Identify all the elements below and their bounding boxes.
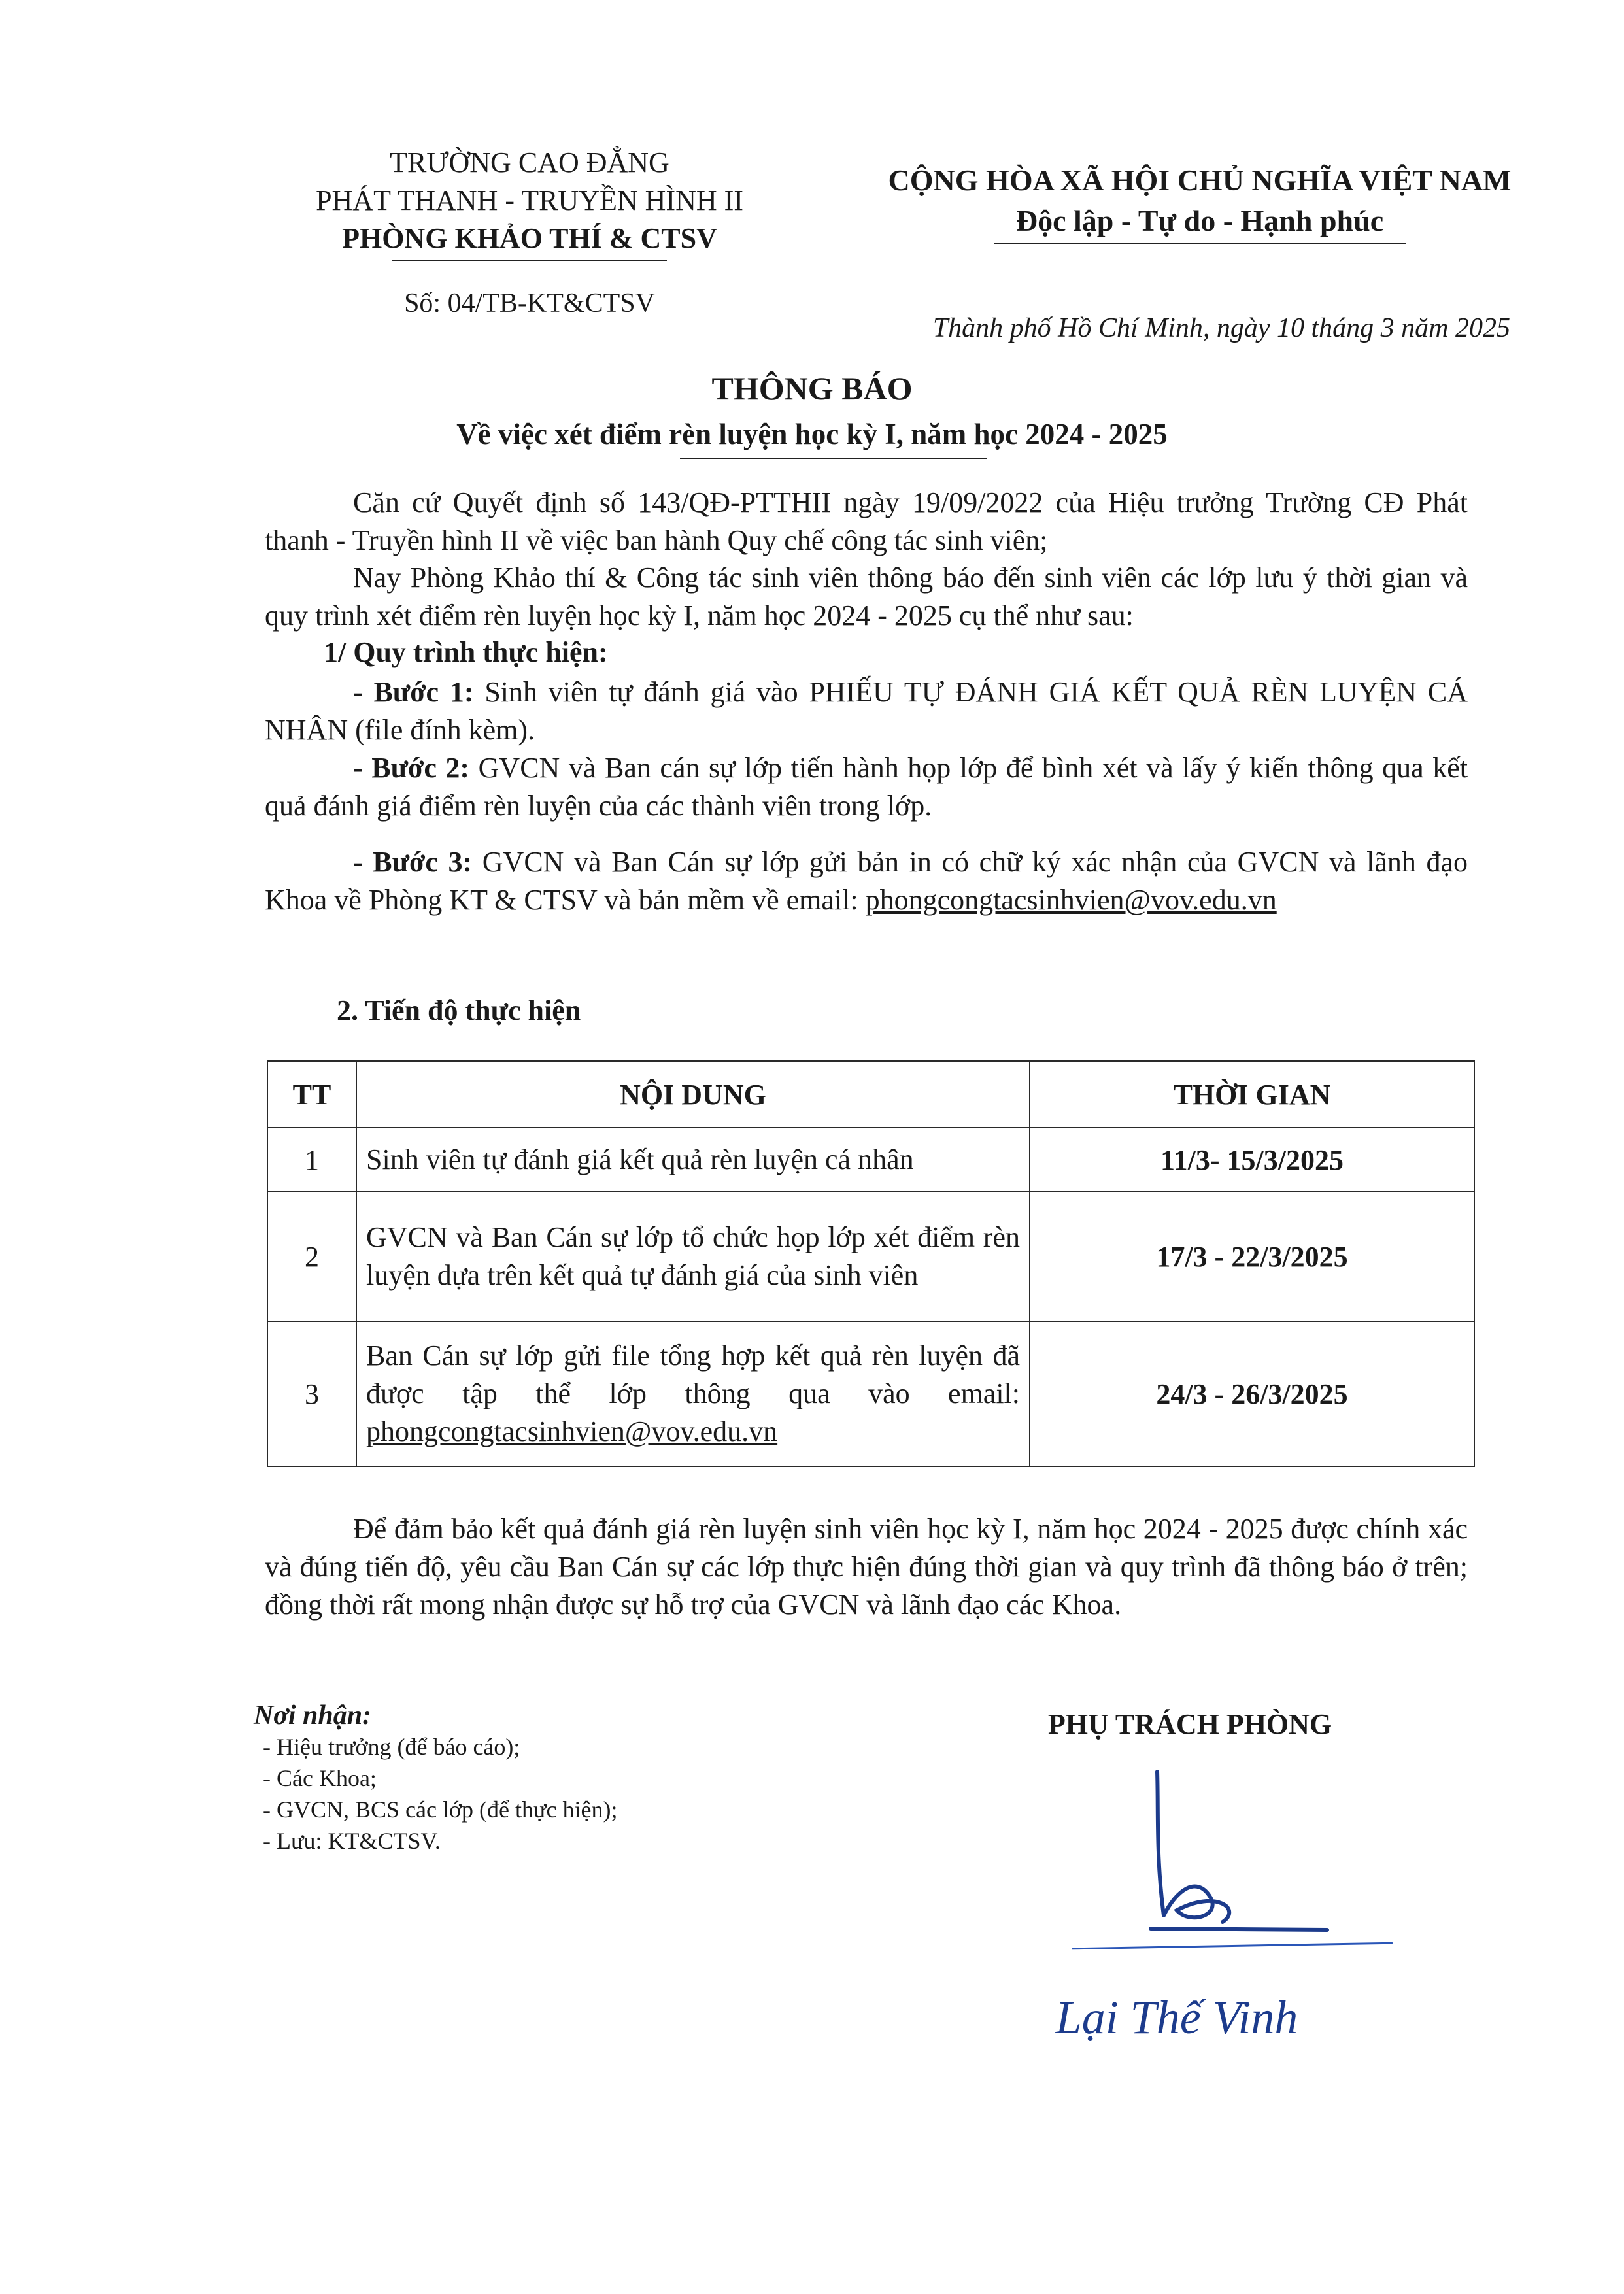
col-header-time: THỜI GIAN	[1030, 1061, 1474, 1128]
cell-content	[356, 1321, 1030, 1466]
signature-scribble	[1111, 1759, 1347, 1935]
step-3-text: GVCN và Ban Cán sự lớp gửi bản in có chữ ký xác nhận của GVCN và lãnh đạo Khoa về Phòng KT & CTSV và bản mềm về email:	[265, 846, 1468, 916]
org-line-3: PHÒNG KHẢO THÍ & CTSV	[342, 222, 717, 254]
doc-title: THÔNG BÁO	[711, 370, 913, 407]
step-1-label: - Bước 1:	[353, 676, 474, 708]
step-1-text: Sinh viên tự đánh giá vào PHIẾU TỰ ĐÁNH GIÁ KẾT QUẢ RÈN LUYỆN CÁ NHÂN (file đính kèm).	[265, 676, 1468, 746]
section-1-heading: 1/ Quy trình thực hiện:	[324, 636, 608, 668]
step-2-label: - Bước 2:	[353, 752, 470, 784]
recipients-block	[254, 1700, 617, 1857]
cell-tt: 3	[267, 1321, 356, 1466]
org-line-1: TRƯỜNG CAO ĐẲNG	[390, 146, 669, 178]
motto-underline	[994, 243, 1406, 244]
table-row	[267, 1192, 1474, 1321]
step-3-label: - Bước 3:	[353, 846, 473, 878]
schedule-table	[267, 1060, 1475, 1467]
recipient-item: - Hiệu trưởng (để báo cáo);	[263, 1734, 520, 1760]
doc-number: Số: 04/TB-KT&CTSV	[404, 288, 655, 318]
email-link[interactable]: phongcongtacsinhvien@vov.edu.vn	[865, 884, 1277, 916]
section-2-heading: 2. Tiến độ thực hiện	[337, 994, 581, 1026]
cell-time: 24/3 - 26/3/2025	[1030, 1321, 1474, 1466]
subtitle-underline	[680, 458, 987, 459]
cell-content: GVCN và Ban Cán sự lớp tổ chức họp lớp xét điểm rèn luyện dựa trên kết quả tự đánh giá của sinh viên	[356, 1192, 1030, 1321]
col-header-content: NỘI DUNG	[356, 1061, 1030, 1128]
recipient-item: - GVCN, BCS các lớp (để thực hiện);	[263, 1796, 618, 1823]
paragraph-notice: Nay Phòng Khảo thí & Công tác sinh viên thông báo đến sinh viên các lớp lưu ý thời gian và quy trình xét điểm rèn luyện học kỳ I, năm học 2024 - 2025 cụ thể như sau:	[265, 562, 1468, 632]
table-row	[267, 1321, 1474, 1466]
table-header-row	[267, 1061, 1474, 1128]
step-3	[265, 843, 1468, 919]
signer-name: Lại Thế Vinh	[1055, 1991, 1298, 2044]
table-row	[267, 1128, 1474, 1192]
doc-subtitle: Về việc xét điểm rèn luyện học kỳ I, năm học 2024 - 2025	[456, 418, 1168, 450]
table-email-link[interactable]: phongcongtacsinhvien@vov.edu.vn	[366, 1415, 778, 1447]
paragraph-legal-basis: Căn cứ Quyết định số 143/QĐ-PTTHII ngày 19/09/2022 của Hiệu trưởng Trường CĐ Phát thanh - Truyền hình II về việc ban hành Quy chế công tác sinh viên;	[265, 486, 1468, 556]
place-date: Thành phố Hồ Chí Minh, ngày 10 tháng 3 năm 2025	[932, 313, 1510, 343]
step-1	[265, 673, 1468, 749]
cell-time: 11/3- 15/3/2025	[1030, 1128, 1474, 1192]
signer-role: PHỤ TRÁCH PHÒNG	[1047, 1708, 1332, 1740]
cell-time: 17/3 - 22/3/2025	[1030, 1192, 1474, 1321]
cell-tt: 2	[267, 1192, 356, 1321]
org-line-2: PHÁT THANH - TRUYỀN HÌNH II	[316, 184, 743, 216]
recipient-item: - Lưu: KT&CTSV.	[263, 1828, 441, 1854]
nation-title: CỘNG HÒA XÃ HỘI CHỦ NGHĨA VIỆT NAM	[888, 163, 1512, 197]
cell-content: Sinh viên tự đánh giá kết quả rèn luyện cá nhân	[356, 1128, 1030, 1192]
closing-paragraph: Để đảm bảo kết quả đánh giá rèn luyện sinh viên học kỳ I, năm học 2024 - 2025 được chính xác và đúng tiến độ, yêu cầu Ban Cán sự các lớp thực hiện đúng thời gian và quy trình đã thông báo ở trên; đồng thời rất mong nhận được sự hỗ trợ của GVCN và lãnh đạo các Khoa.	[265, 1513, 1468, 1621]
org-header	[248, 144, 811, 261]
motto: Độc lập - Tự do - Hạnh phúc	[1015, 204, 1384, 237]
org-underline	[392, 260, 667, 261]
nation-header	[843, 160, 1556, 244]
signature-line	[1072, 1942, 1393, 1950]
step-2-text: GVCN và Ban cán sự lớp tiến hành họp lớp để bình xét và lấy ý kiến thông qua kết quả đánh giá điểm rèn luyện của các thành viên trong lớp.	[265, 752, 1468, 822]
cell-tt: 1	[267, 1128, 356, 1192]
recipients-title: Nơi nhận:	[254, 1700, 372, 1730]
cell-content-text: Ban Cán sự lớp gửi file tổng hợp kết quả rèn luyện đã được tập thể lớp thông qua vào email:	[366, 1340, 1020, 1409]
recipient-item: - Các Khoa;	[263, 1765, 377, 1791]
col-header-tt: TT	[267, 1061, 356, 1128]
step-2	[265, 749, 1468, 825]
